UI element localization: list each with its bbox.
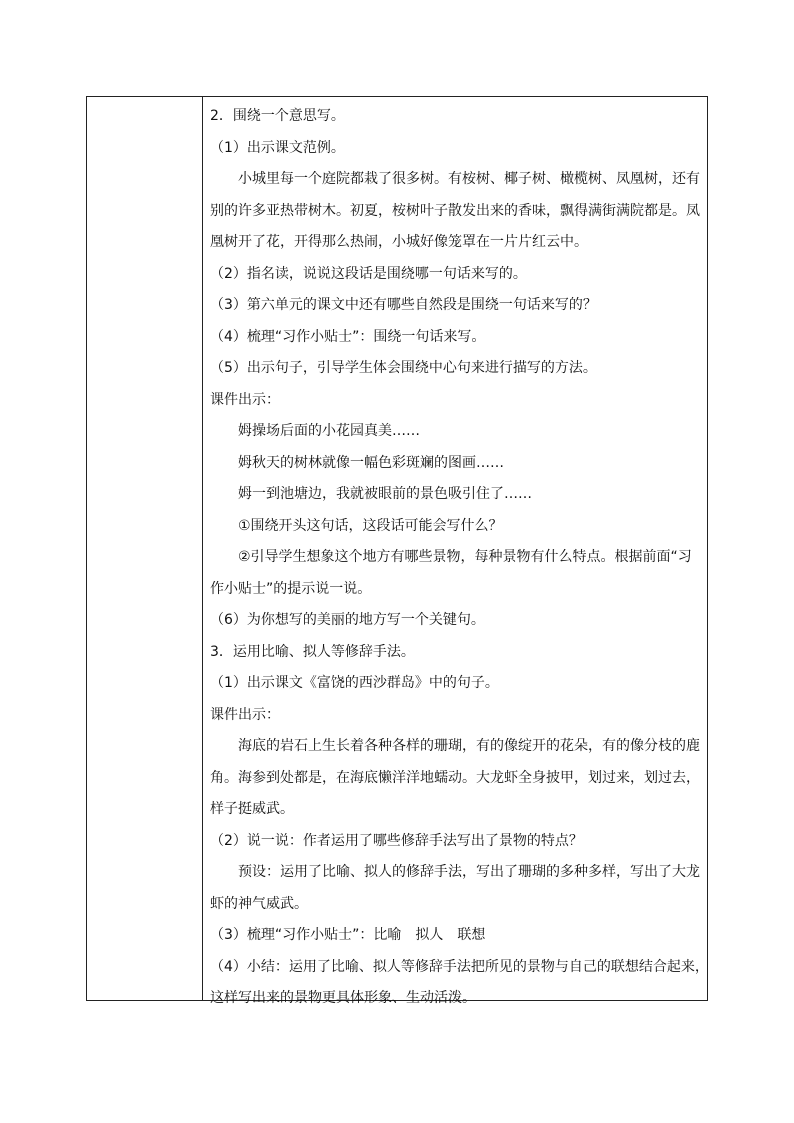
text-line: 预设：运用了比喻、拟人的修辞手法，写出了珊瑚的多种多样，写出了大龙 — [238, 864, 700, 880]
text-line: 课件出示： — [210, 706, 280, 723]
text-line: （3）梳理“习作小贴士”：比喻 拟人 联想 — [210, 927, 486, 943]
text-line: 作小贴士”的提示说一说。 — [210, 580, 372, 597]
text-line: 样子挺威武。 — [210, 801, 294, 817]
text-line: （6）为你想写的美丽的地方写一个关键句。 — [210, 612, 485, 628]
text-line: 角。海参到处都是，在海底懒洋洋地蠕动。大龙虾全身披甲，划过来，划过去， — [210, 769, 700, 786]
text-line: （2）指名读，说说这段话是围绕哪一句话来写的。 — [210, 265, 527, 282]
text-line: 别的许多亚热带树木。初夏，桉树叶子散发出来的香味，飘得满街满院都是。凤 — [210, 202, 700, 219]
text-line: 这样写出来的景物更具体形象、生动活泼。 — [210, 990, 476, 1006]
text-line: 凰树开了花，开得那么热闹，小城好像笼罩在一片片红云中。 — [210, 234, 588, 250]
text-line: ①围绕开头这句话，这段话可能会写什么？ — [238, 517, 503, 534]
table-left-column — [87, 97, 203, 1000]
text-line: 姆操场后面的小花园真美…… — [238, 423, 420, 439]
text-line: （5）出示句子，引导学生体会围绕中心句来进行描写的方法。 — [210, 360, 597, 376]
text-line: 姆一到池塘边，我就被眼前的景色吸引住了…… — [238, 486, 532, 502]
text-line: 3．运用比喻、拟人等修辞手法。 — [210, 643, 415, 660]
text-line: 课件出示： — [210, 391, 280, 408]
text-line: 海底的岩石上生长着各种各样的珊瑚，有的像绽开的花朵，有的像分枝的鹿 — [238, 738, 700, 754]
text-line: 小城里每一个庭院都栽了很多树。有桉树、椰子树、橄榄树、凤凰树，还有 — [238, 171, 700, 187]
text-line: （4）小结：运用了比喻、拟人等修辞手法把所见的景物与自己的联想结合起来， — [210, 958, 709, 975]
text-line: （3）第六单元的课文中还有哪些自然段是围绕一句话来写的？ — [210, 297, 597, 313]
text-line: 虾的神气威武。 — [210, 895, 308, 912]
table-content-cell — [204, 97, 709, 1006]
text-line: （1）出示课文范例。 — [210, 139, 345, 156]
text-line: 姆秋天的树林就像一幅色彩斑斓的图画…… — [238, 454, 504, 471]
text-line: ②引导学生想象这个地方有哪些景物，每种景物有什么特点。根据前面“习 — [238, 549, 692, 565]
text-line: （2）说一说：作者运用了哪些修辞手法写出了景物的特点？ — [210, 832, 583, 849]
text-line: （1）出示课文《富饶的西沙群岛》中的句子。 — [210, 675, 499, 691]
text-line: （4）梳理“习作小贴士”：围绕一句话来写。 — [210, 328, 486, 345]
lesson-plan-table — [86, 96, 709, 1006]
text-line: 2．围绕一个意思写。 — [210, 108, 345, 124]
